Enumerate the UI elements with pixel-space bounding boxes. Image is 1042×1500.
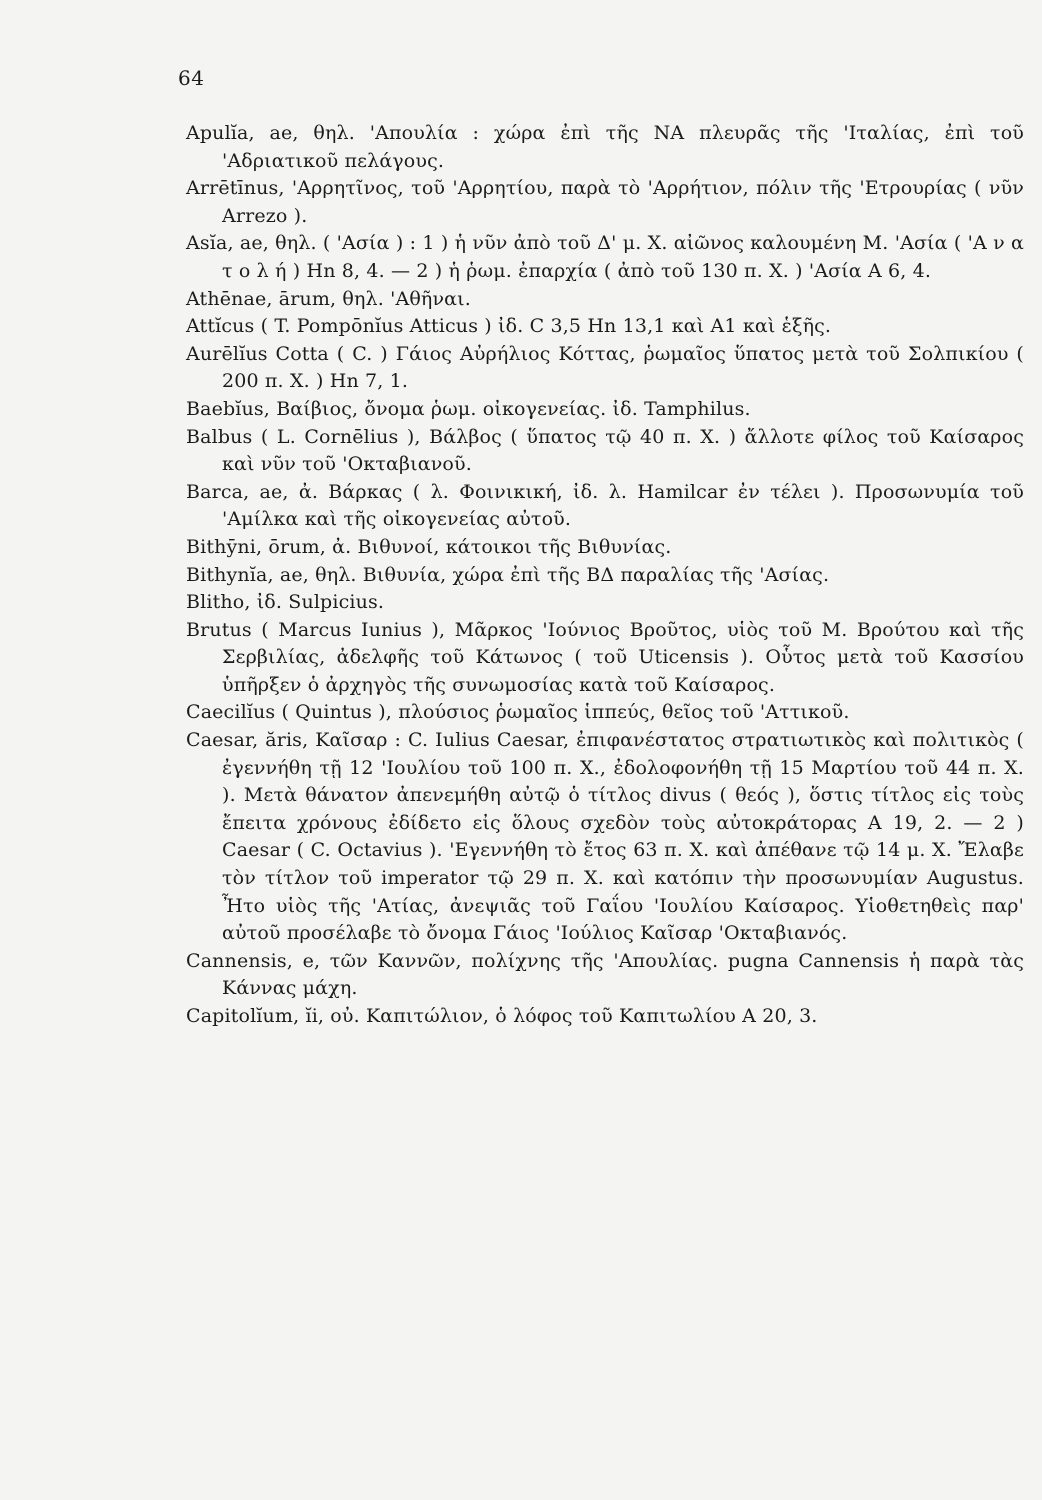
entry-bithynia: Bithynĭa, ae, θηλ. Βιθυνία, χώρα ἐπὶ τῆς ΒΔ παραλίας τῆς 'Ασίας. [186, 563, 830, 586]
entry-brutus: Brutus ( Marcus Iunius ), Μᾶρκος 'Ιούνιος Βροῦτος, υἱὸς τοῦ Μ. Βρούτου καὶ τῆς Σερβιλίας, ἀδελφῆς τοῦ Κάτωνος ( τοῦ Uticensis ). Οὗτος μετὰ τοῦ Κασσίου ὑπῆρξεν ὁ ἀρχηγὸς τῆς συνωμοσίας κατὰ τοῦ Καίσαρος. [186, 618, 1024, 696]
entry-baebius: Baebĭus, Βαίβιος, ὄνομα ῥωμ. οἰκογενείας. ἰδ. Tamphilus. [186, 397, 751, 420]
entry-caesar: Caesar, ăris, Καῖσαρ : C. Iulius Caesar, ἐπιφανέστατος στρατιωτικὸς καὶ πολιτικὸς ( ἐγεννήθη τῇ 12 'Ιουλίου τοῦ 100 π. Χ., ἐδολοφονήθη τῇ 15 Μαρτίου τοῦ 44 π. Χ. ). Μετὰ θάνατον ἀπενεμήθη αὐτῷ ὁ τίτλος divus ( θεός ), ὅστις τίτλος εἰς τοὺς ἔπειτα χρόνους ἐδίδετο εἰς ὅλους σχεδὸν τοὺς αὐτοκράτορας Α 19, 2. — 2 ) Caesar ( C. Octavius ). 'Εγεννήθη τὸ ἔτος 63 π. Χ. καὶ ἀπέθανε τῷ 14 μ. Χ. Ἔλαβε τὸν τίτλον τοῦ imperator τῷ 29 π. Χ. καὶ κατόπιν τὴν προσωνυμίαν Augustus. Ἦτο υἱὸς τῆς 'Ατίας, ἀνεψιᾶς τοῦ Γαΐου 'Ιουλίου Καίσαρος. Υἱοθετηθεὶς παρ' αὐτοῦ προσέλαβε τὸ ὄνομα Γάιος 'Ιούλιος Καῖσαρ 'Οκταβιανός. [186, 729, 1024, 945]
entry-athenae: Athēnae, ārum, θηλ. 'Αθῆναι. [186, 287, 471, 310]
entry-barca: Barca, ae, ἀ. Βάρκας ( λ. Φοινικική, ἰδ. λ. Hamilcar ἐν τέλει ). Προσωνυμία τοῦ 'Αμίλκα καὶ τῆς οἰκογενείας αὐτοῦ. [186, 480, 1024, 531]
entry-capitolium: Capitolĭum, ĭi, οὐ. Καπιτώλιον, ὁ λόφος τοῦ Καπιτωλίου Α 20, 3. [186, 1005, 818, 1027]
entry-apulia: Apulĭa, ae, θηλ. 'Απουλία : χώρα ἐπὶ τῆς ΝΑ πλευρᾶς τῆς 'Ιταλίας, ἐπὶ τοῦ 'Αδριατικοῦ πελάγους. [186, 122, 1024, 172]
entry-balbus: Balbus ( L. Cornēlius ), Βάλβος ( ὕπατος τῷ 40 π. Χ. ) ἄλλοτε φίλος τοῦ Καίσαρος καὶ νῦν τοῦ 'Οκταβιανοῦ. [186, 425, 1024, 476]
entry-aurelius-cotta: Aurēlĭus Cotta ( C. ) Γάιος Αὐρήλιος Κόττας, ῥωμαῖος ὕπατος μετὰ τοῦ Σολπικίου ( 200 π. Χ. ) Hn 7, 1. [186, 342, 1024, 393]
entry-list [186, 120, 1024, 1031]
entry-asia: Asĭa, ae, θηλ. ( 'Ασία ) : 1 ) ἡ νῦν ἀπὸ τοῦ Δ' μ. Χ. αἰῶνος καλουμένη Μ. 'Ασία ( 'Α ν α τ ο λ ή ) Hn 8, 4. — 2 ) ἡ ῥωμ. ἐπαρχία ( ἀπὸ τοῦ 130 π. Χ. ) 'Ασία Α 6, 4. [186, 232, 1024, 282]
entry-atticus: Attĭcus ( T. Pompōnĭus Atticus ) ἰδ. C 3,5 Hn 13,1 καὶ A1 καὶ ἑξῆς. [186, 315, 832, 338]
entry-bithyni: Bithȳni, ōrum, ἀ. Βιθυνοί, κάτοικοι τῆς Βιθυνίας. [186, 535, 672, 558]
entry-caecilius: Caecilĭus ( Quintus ), πλούσιος ῥωμαῖος ἱππεύς, θεῖος τοῦ 'Αττικοῦ. [186, 701, 850, 724]
entry-blitho: Blitho, ἰδ. Sulpicius. [186, 591, 385, 614]
entry-arretinus: Arrētīnus, 'Αρρητῖνος, τοῦ 'Αρρητίου, παρὰ τὸ 'Αρρήτιον, πόλιν τῆς 'Ετρουρίας ( νῦν Arrezo ). [186, 177, 1024, 227]
entry-cannensis: Cannensis, e, τῶν Καννῶν, πολίχνης τῆς 'Απουλίας. pugna Cannensis ἡ παρὰ τὰς Κάννας μάχη. [186, 949, 1024, 1000]
page-number: 64 [178, 66, 205, 90]
